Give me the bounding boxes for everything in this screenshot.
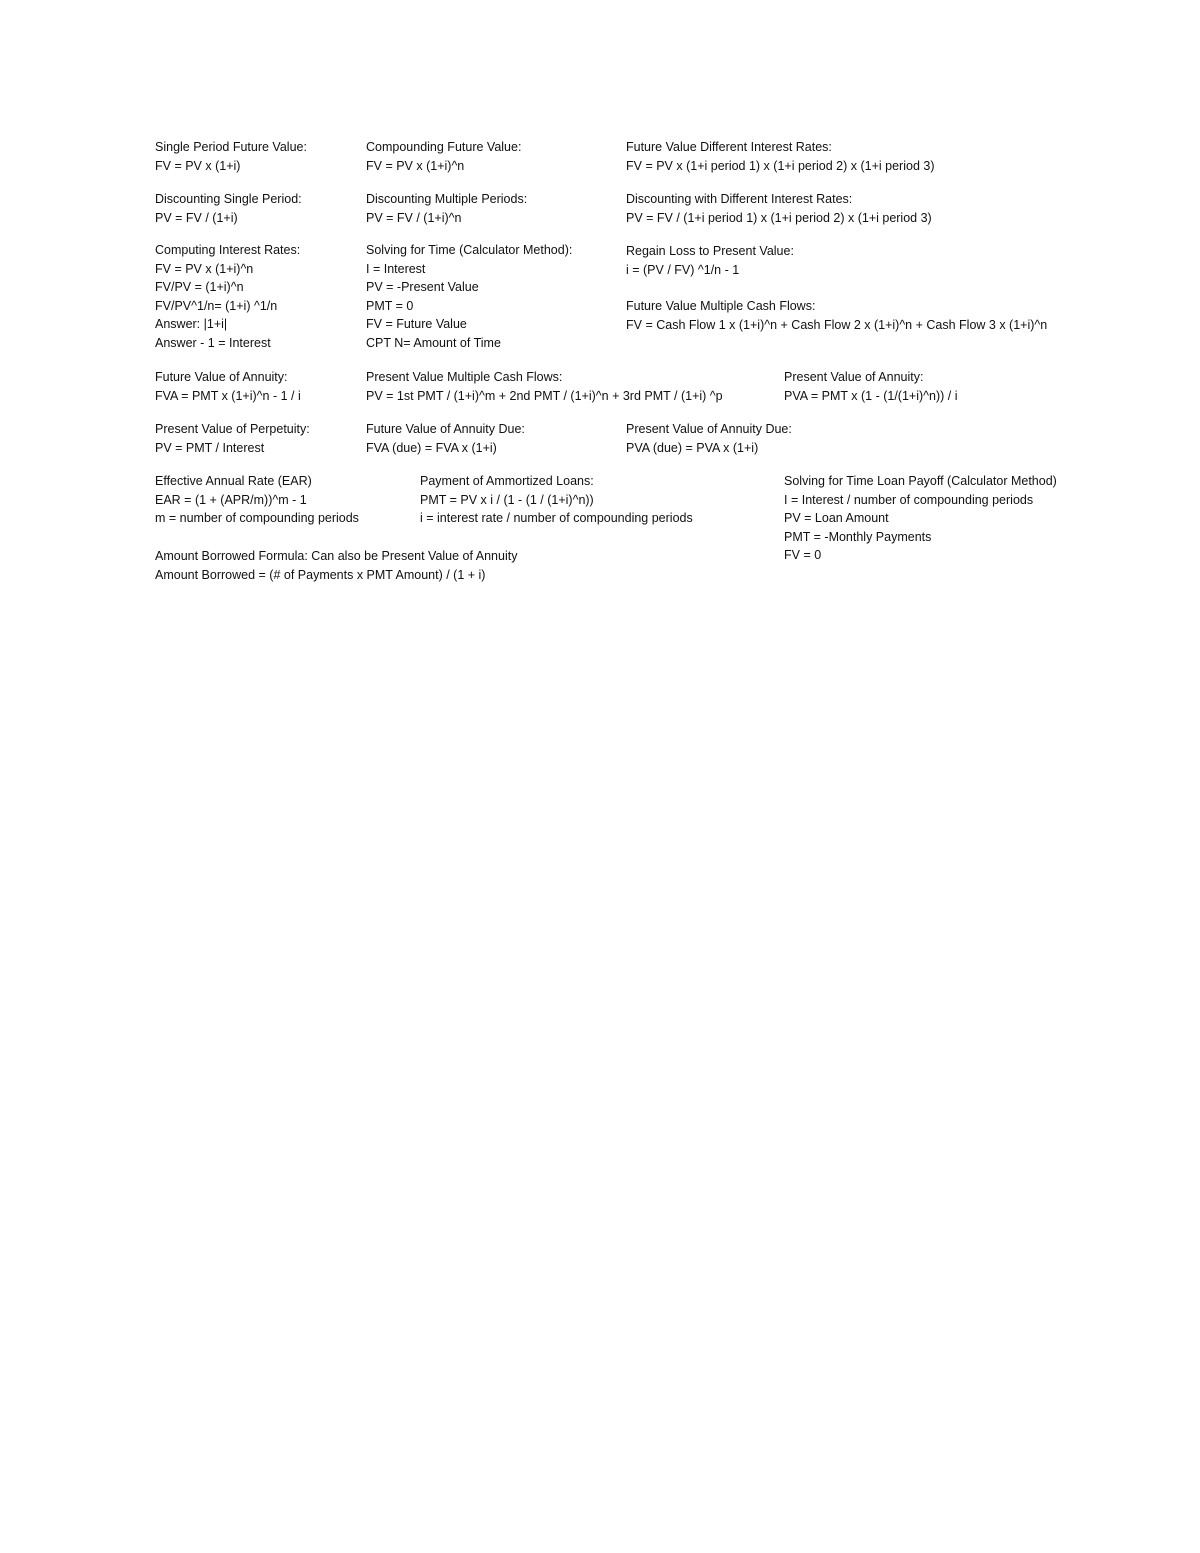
formula-line: FV = PV x (1+i)^n xyxy=(155,261,254,276)
formula-line: CPT N= Amount of Time xyxy=(366,335,501,350)
formula-line: FVA = PMT x (1+i)^n - 1 / i xyxy=(155,388,301,403)
block-title: Regain Loss to Present Value: xyxy=(626,244,794,258)
block-title: Payment of Ammortized Loans: xyxy=(420,474,594,488)
formula-line: FV/PV^1/n= (1+i) ^1/n xyxy=(155,298,278,313)
block-title: Solving for Time (Calculator Method): xyxy=(366,243,573,257)
block-title: Discounting with Different Interest Rates: xyxy=(626,192,853,206)
block-discounting-multiple xyxy=(366,190,527,227)
formula-line: PV = -Present Value xyxy=(366,280,479,294)
formula-line: PV = 1st PMT / (1+i)^m + 2nd PMT / (1+i)^n + 3rd PMT / (1+i) ^p xyxy=(366,388,723,403)
formula-line: PV = FV / (1+i) xyxy=(155,210,238,225)
block-fv-annuity xyxy=(155,368,301,405)
formula-line: FVA (due) = FVA x (1+i) xyxy=(366,440,497,455)
formula-line: EAR = (1 + (APR/m))^m - 1 xyxy=(155,492,307,507)
block-title: Future Value of Annuity: xyxy=(155,370,288,384)
block-title: Future Value Different Interest Rates: xyxy=(626,140,832,154)
formula-line: m = number of compounding periods xyxy=(155,511,359,525)
block-title: Future Value Multiple Cash Flows: xyxy=(626,299,816,313)
formula-line: i = (PV / FV) ^1/n - 1 xyxy=(626,262,740,277)
formula-line: PMT = PV x i / (1 - (1 / (1+i)^n)) xyxy=(420,492,594,507)
block-title: Amount Borrowed Formula: Can also be Present Value of Annuity xyxy=(155,549,518,563)
block-title: Compounding Future Value: xyxy=(366,140,522,154)
block-title: Solving for Time Loan Payoff (Calculator Method) xyxy=(784,474,1057,488)
block-discounting-different-rates xyxy=(626,190,932,227)
block-title: Computing Interest Rates: xyxy=(155,243,301,257)
block-ear xyxy=(155,472,359,528)
formula-line: Amount Borrowed = (# of Payments x PMT Amount) / (1 + i) xyxy=(155,567,486,582)
formula-line: FV = PV x (1+i) xyxy=(155,158,241,173)
block-compounding-fv xyxy=(366,138,521,175)
block-discounting-single xyxy=(155,190,302,227)
block-title: Present Value of Annuity: xyxy=(784,370,924,384)
formula-line: I = Interest xyxy=(366,261,426,276)
formula-line: PV = PMT / Interest xyxy=(155,440,265,455)
block-title: Present Value of Perpetuity: xyxy=(155,422,310,436)
block-loan-payoff-time xyxy=(784,472,1057,565)
formula-line: FV = PV x (1+i period 1) x (1+i period 2) x (1+i period 3) xyxy=(626,158,935,173)
block-single-period-fv xyxy=(155,138,307,175)
formula-line: PV = FV / (1+i)^n xyxy=(366,210,462,225)
formula-line: PMT = -Monthly Payments xyxy=(784,529,932,544)
block-pv-multiple-cash-flows xyxy=(366,368,723,405)
block-title: Present Value Multiple Cash Flows: xyxy=(366,370,563,384)
formula-line: FV/PV = (1+i)^n xyxy=(155,280,244,294)
block-computing-interest xyxy=(155,241,300,352)
block-solving-time xyxy=(366,241,572,352)
block-pv-perpetuity xyxy=(155,420,310,457)
block-title: Future Value of Annuity Due: xyxy=(366,422,525,436)
block-title: Discounting Single Period: xyxy=(155,192,302,206)
formula-line: Answer - 1 = Interest xyxy=(155,335,271,350)
formula-line: FV = 0 xyxy=(784,548,822,562)
block-title: Effective Annual Rate (EAR) xyxy=(155,474,312,488)
block-title: Present Value of Annuity Due: xyxy=(626,422,792,436)
formula-line: i = interest rate / number of compounding periods xyxy=(420,511,693,525)
block-amount-borrowed xyxy=(155,547,517,584)
block-amortized-loans xyxy=(420,472,693,528)
block-pv-annuity xyxy=(784,368,958,405)
formula-line: PV = FV / (1+i period 1) x (1+i period 2) x (1+i period 3) xyxy=(626,210,932,225)
block-title: Single Period Future Value: xyxy=(155,140,307,154)
formula-line: I = Interest / number of compounding periods xyxy=(784,492,1034,507)
formula-line: PVA (due) = PVA x (1+i) xyxy=(626,440,759,455)
formula-line: PV = Loan Amount xyxy=(784,511,889,525)
block-fv-multiple-cash-flows xyxy=(626,297,1047,334)
formula-line: FV = Cash Flow 1 x (1+i)^n + Cash Flow 2 x (1+i)^n + Cash Flow 3 x (1+i)^n xyxy=(626,317,1048,332)
block-fv-annuity-due xyxy=(366,420,525,457)
formula-line: FV = Future Value xyxy=(366,317,467,331)
block-title: Discounting Multiple Periods: xyxy=(366,192,528,206)
formula-line: Answer: |1+i| xyxy=(155,317,228,331)
block-regain-loss xyxy=(626,242,794,279)
formula-line: FV = PV x (1+i)^n xyxy=(366,158,465,173)
block-pv-annuity-due xyxy=(626,420,792,457)
block-fv-different-rates xyxy=(626,138,934,175)
formula-line: PVA = PMT x (1 - (1/(1+i)^n)) / i xyxy=(784,388,958,403)
formula-line: PMT = 0 xyxy=(366,298,414,313)
